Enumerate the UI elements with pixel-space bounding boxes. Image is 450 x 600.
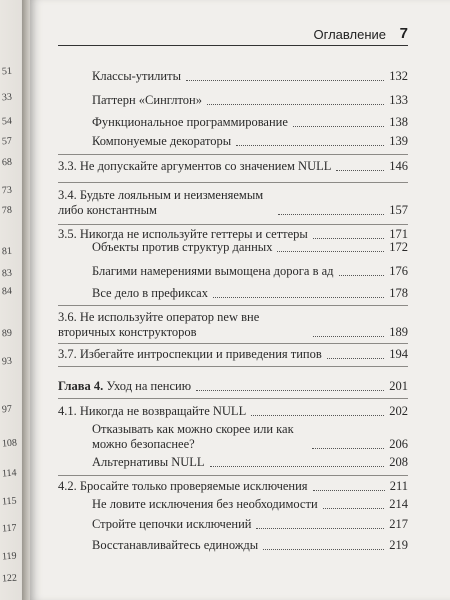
toc-section-title: 3.6. Не используйте оператор new вне вторичных конструкторов — [58, 310, 260, 339]
facing-page-number: 114 — [1, 467, 18, 480]
toc-entry — [92, 69, 408, 84]
toc-entry — [92, 115, 408, 130]
toc-entry-title: Отказывать как можно скорее или как можно безопаснее? — [92, 422, 294, 451]
toc-entry-page: 172 — [389, 240, 408, 254]
facing-page-number: 89 — [1, 327, 13, 340]
toc-entry-title: Паттерн «Синглтон» — [92, 93, 202, 107]
section-separator — [58, 224, 408, 225]
toc-chapter-name: Уход на пенсию — [103, 379, 192, 393]
facing-page-number: 51 — [1, 65, 13, 78]
contents-page — [30, 0, 450, 600]
facing-page-number: 78 — [1, 204, 13, 217]
toc-section-page: 211 — [389, 479, 408, 493]
toc-entry-page: 214 — [389, 497, 408, 511]
toc-entry-title: Объекты против структур данных — [92, 240, 273, 254]
toc-entry-title: Альтернативы NULL — [92, 455, 205, 469]
toc-section-page: 171 — [389, 227, 408, 241]
leader-dots — [313, 238, 384, 239]
header-rule — [58, 45, 408, 46]
toc-section — [58, 347, 408, 362]
leader-dots — [293, 126, 384, 127]
toc-chapter-number: Глава 4. — [58, 379, 104, 393]
toc-entry-title: Благими намерениями вымощена дорога в ад — [92, 264, 334, 278]
leader-dots — [263, 549, 384, 550]
toc-entry — [92, 240, 408, 255]
facing-page-number: 97 — [1, 403, 13, 416]
facing-page-number: 115 — [1, 495, 18, 508]
section-separator — [58, 343, 408, 344]
running-header-title: Оглавление — [313, 27, 386, 42]
toc-section-title: 4.1. Никогда не возвращайте NULL — [58, 404, 247, 418]
toc-entry-page: 138 — [389, 115, 408, 129]
toc-section — [58, 404, 408, 419]
toc-section — [58, 159, 408, 174]
facing-page-number: 73 — [1, 184, 13, 197]
toc-section-page: 146 — [389, 159, 408, 173]
section-separator — [58, 366, 408, 367]
leader-dots — [313, 336, 384, 337]
leader-dots — [277, 251, 384, 252]
facing-page-number: 33 — [1, 91, 13, 104]
leader-dots — [312, 448, 384, 449]
toc-entry — [92, 455, 408, 470]
leader-dots — [256, 528, 384, 529]
toc-section-page: 194 — [389, 347, 408, 361]
toc-entry-page: 219 — [389, 538, 408, 552]
toc-entry-page: 178 — [389, 286, 408, 300]
toc-section-title: 3.7. Избегайте интроспекции и приведения типов — [58, 347, 322, 361]
facing-page-number: 119 — [1, 550, 18, 563]
facing-page-number: 54 — [1, 115, 13, 128]
section-separator — [58, 154, 408, 155]
leader-dots — [186, 80, 384, 81]
toc-entry — [92, 497, 408, 512]
section-separator — [58, 475, 408, 476]
toc-section — [58, 188, 408, 218]
running-header-page-number: 7 — [399, 25, 408, 42]
toc-entry — [92, 134, 408, 149]
facing-page-number: 84 — [1, 285, 13, 298]
toc-section-title: 4.2. Бросайте только проверяемые исключения — [58, 479, 308, 493]
toc-entry-title: Все дело в префиксах — [92, 286, 208, 300]
leader-dots — [327, 358, 384, 359]
leader-dots — [236, 145, 384, 146]
facing-page-number: 122 — [1, 572, 18, 585]
toc-entry-title: Стройте цепочки исключений — [92, 517, 252, 531]
facing-page-number: 81 — [1, 245, 13, 258]
toc-entry-title: Классы-утилиты — [92, 69, 181, 83]
toc-entry-page: 208 — [389, 455, 408, 469]
toc-entry-page: 132 — [389, 69, 408, 83]
toc-entry-page: 176 — [389, 264, 408, 278]
toc-entry — [92, 422, 408, 452]
toc-chapter — [58, 379, 408, 394]
facing-page-number: 108 — [1, 437, 18, 450]
leader-dots — [323, 508, 385, 509]
leader-dots — [251, 415, 384, 416]
toc-entry-page: 133 — [389, 93, 408, 107]
toc-section-page: 157 — [389, 203, 408, 217]
facing-page-number: 117 — [1, 522, 18, 535]
leader-dots — [207, 104, 384, 105]
leader-dots — [336, 170, 384, 171]
facing-page-number: 83 — [1, 267, 13, 280]
leader-dots — [210, 466, 385, 467]
facing-page-number: 57 — [1, 135, 13, 148]
leader-dots — [339, 275, 385, 276]
toc-section-page: 189 — [389, 325, 408, 339]
toc-section — [58, 479, 408, 494]
toc-entry-page: 139 — [389, 134, 408, 148]
leader-dots — [196, 390, 384, 391]
toc-section — [58, 310, 408, 340]
toc-section-title: 3.3. Не допускайте аргументов со значением NULL — [58, 159, 332, 173]
toc-section-title: 3.4. Будьте лояльным и неизменяемым либо константным — [58, 188, 264, 217]
toc-entry-title: Компонуемые декораторы — [92, 134, 232, 148]
toc-entry — [92, 93, 408, 108]
toc-section-page: 202 — [389, 404, 408, 418]
section-separator — [58, 305, 408, 306]
section-separator — [58, 398, 408, 399]
facing-page-number: 68 — [1, 156, 13, 169]
leader-dots — [213, 297, 384, 298]
toc-entry — [92, 286, 408, 301]
toc-entry-title: Функциональное программирование — [92, 115, 288, 129]
toc-entry-page: 217 — [389, 517, 408, 531]
facing-page-number: 93 — [1, 355, 13, 368]
toc-section-title: 3.5. Никогда не используйте геттеры и сеттеры — [58, 227, 308, 241]
leader-dots — [313, 490, 385, 491]
toc-chapter-page: 201 — [389, 379, 408, 393]
section-separator — [58, 182, 408, 183]
toc-entry-page: 206 — [389, 437, 408, 451]
toc-entry — [92, 538, 408, 553]
leader-dots — [278, 214, 384, 215]
toc-entry-title: Не ловите исключения без необходимости — [92, 497, 318, 511]
toc-entry — [92, 517, 408, 532]
toc-chapter-title — [58, 379, 191, 394]
toc-entry — [92, 264, 408, 279]
toc-entry-title: Восстанавливайтесь единожды — [92, 538, 259, 552]
